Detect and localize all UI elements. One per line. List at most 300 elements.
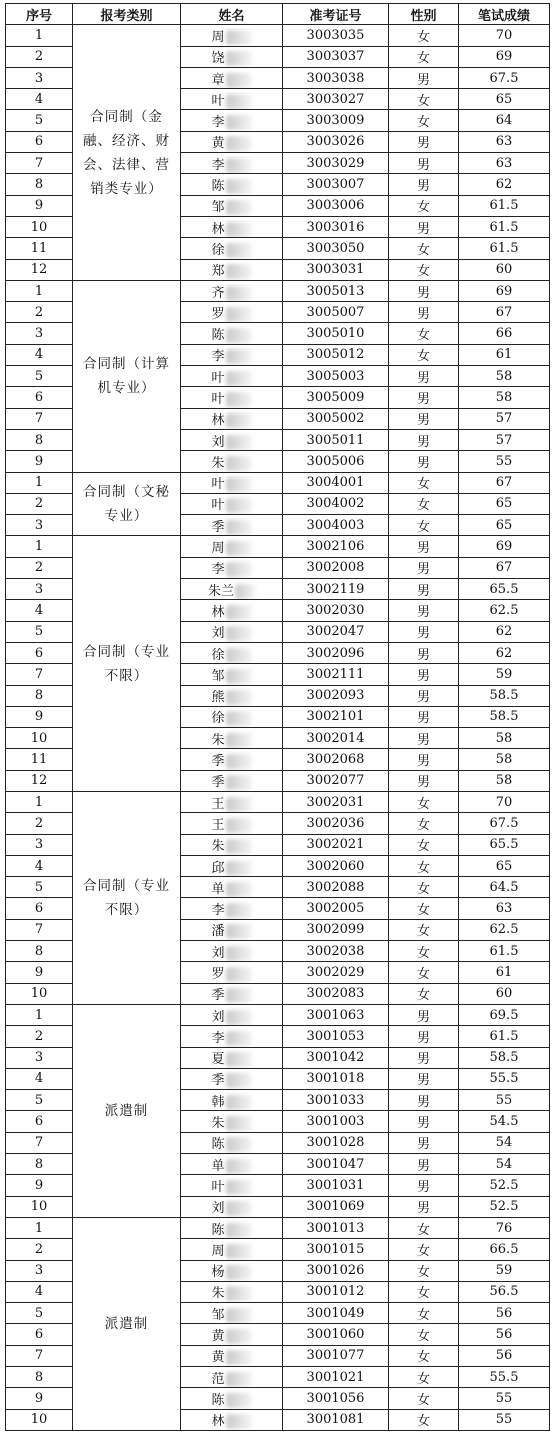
name-visible-text: 徐 <box>211 711 225 727</box>
score-cell: 67 <box>459 472 550 493</box>
name-cell <box>181 813 283 834</box>
name-visible-text: 李 <box>211 115 225 131</box>
score-cell: 61.5 <box>459 941 550 962</box>
name-value <box>211 707 251 726</box>
name-cell <box>181 579 283 600</box>
name-value <box>211 367 251 386</box>
name-visible-text: 范 <box>211 1371 225 1387</box>
name-value <box>211 793 251 812</box>
gender-cell: 女 <box>389 238 459 259</box>
exam-id-cell: 3002077 <box>283 770 389 791</box>
name-cell <box>181 962 283 983</box>
gender-cell: 女 <box>389 813 459 834</box>
gender-cell: 男 <box>389 685 459 706</box>
name-value <box>211 665 251 684</box>
table-row <box>6 1004 550 1025</box>
redaction-blur <box>226 818 252 833</box>
name-value <box>211 942 251 961</box>
score-cell: 67 <box>459 557 550 578</box>
gender-cell: 女 <box>389 515 459 536</box>
exam-id-cell: 3002031 <box>283 791 389 812</box>
name-value <box>211 409 251 428</box>
exam-id-cell: 3001021 <box>283 1367 389 1388</box>
name-cell <box>181 1154 283 1175</box>
name-value <box>211 835 251 854</box>
name-visible-text: 季 <box>211 519 225 535</box>
score-cell: 58.5 <box>459 1047 550 1068</box>
redaction-blur <box>226 1010 252 1025</box>
name-cell <box>181 1260 283 1281</box>
name-visible-text: 邹 <box>211 1307 225 1323</box>
name-value <box>211 260 251 279</box>
name-visible-text: 叶 <box>211 391 225 407</box>
score-cell: 61 <box>459 344 550 365</box>
name-visible-text: 刘 <box>211 626 225 642</box>
score-cell: 55 <box>459 451 550 472</box>
name-visible-text: 李 <box>211 1030 225 1046</box>
gender-cell: 男 <box>389 1111 459 1132</box>
gender-cell: 男 <box>389 216 459 237</box>
name-visible-text: 王 <box>211 817 225 833</box>
name-cell <box>181 621 283 642</box>
redaction-blur <box>226 222 252 237</box>
name-visible-text: 单 <box>211 881 225 897</box>
seq-cell: 7 <box>6 1132 73 1153</box>
exam-id-cell: 3002047 <box>283 621 389 642</box>
score-cell: 60 <box>459 983 550 1004</box>
gender-cell: 女 <box>389 1281 459 1302</box>
score-cell: 70 <box>459 25 550 46</box>
category-cell: 派遣制 <box>73 1004 181 1217</box>
gender-cell: 女 <box>389 89 459 110</box>
redaction-blur <box>226 179 252 194</box>
seq-cell: 7 <box>6 408 73 429</box>
name-cell <box>181 855 283 876</box>
gender-cell: 女 <box>389 110 459 131</box>
redaction-blur <box>226 605 252 620</box>
exam-id-cell: 3001015 <box>283 1239 389 1260</box>
redaction-blur <box>226 1372 252 1387</box>
score-cell: 65.5 <box>459 834 550 855</box>
name-cell <box>181 472 283 493</box>
name-visible-text: 刘 <box>211 945 225 961</box>
redaction-blur <box>226 1052 252 1067</box>
redaction-blur <box>226 1244 252 1259</box>
header-gender: 性别 <box>389 4 459 25</box>
redaction-blur <box>226 328 252 343</box>
exam-id-cell: 3005013 <box>283 280 389 301</box>
exam-id-cell: 3002111 <box>283 664 389 685</box>
gender-cell: 男 <box>389 642 459 663</box>
name-visible-text: 季 <box>211 754 225 770</box>
score-cell: 65 <box>459 493 550 514</box>
name-value <box>211 1006 251 1025</box>
category-cell: 合同制（金融、经济、财会、法律、营销类专业） <box>73 25 181 281</box>
name-visible-text: 李 <box>211 562 225 578</box>
name-visible-text: 王 <box>211 796 225 812</box>
redaction-blur <box>226 30 252 45</box>
name-visible-text: 韩 <box>211 1094 225 1110</box>
exam-id-cell: 3003007 <box>283 174 389 195</box>
gender-cell: 女 <box>389 898 459 919</box>
redaction-blur <box>226 371 252 386</box>
exam-id-cell: 3002014 <box>283 728 389 749</box>
exam-id-cell: 3002119 <box>283 579 389 600</box>
seq-cell: 5 <box>6 621 73 642</box>
exam-id-cell: 3004003 <box>283 515 389 536</box>
name-cell <box>181 1111 283 1132</box>
name-cell <box>181 941 283 962</box>
seq-cell: 8 <box>6 1367 73 1388</box>
gender-cell: 男 <box>389 451 459 472</box>
name-cell <box>181 557 283 578</box>
name-cell <box>181 429 283 450</box>
seq-cell: 3 <box>6 67 73 88</box>
redaction-blur <box>226 839 252 854</box>
gender-cell: 女 <box>389 1409 459 1430</box>
score-cell: 57 <box>459 429 550 450</box>
redaction-blur <box>226 1159 252 1174</box>
header-category: 报考类别 <box>73 4 181 25</box>
seq-cell: 12 <box>6 770 73 791</box>
seq-cell: 7 <box>6 664 73 685</box>
exam-id-cell: 3002060 <box>283 855 389 876</box>
name-cell <box>181 25 283 46</box>
redaction-blur <box>226 988 252 1003</box>
redaction-blur <box>226 1031 252 1046</box>
redaction-blur <box>226 1393 252 1408</box>
name-cell <box>181 600 283 621</box>
score-table <box>5 3 550 1431</box>
gender-cell: 男 <box>389 1047 459 1068</box>
redaction-blur <box>226 435 252 450</box>
name-value <box>211 622 251 641</box>
exam-id-cell: 3002088 <box>283 877 389 898</box>
table-row <box>6 536 550 557</box>
name-visible-text: 陈 <box>211 1137 225 1153</box>
redaction-blur <box>226 775 252 790</box>
name-value <box>211 1069 251 1088</box>
name-visible-text: 季 <box>211 775 225 791</box>
exam-id-cell: 3001013 <box>283 1217 389 1238</box>
redaction-blur <box>226 1329 252 1344</box>
gender-cell: 女 <box>389 195 459 216</box>
score-cell: 65.5 <box>459 579 550 600</box>
name-visible-text: 黄 <box>211 1329 225 1345</box>
redaction-blur <box>226 115 252 130</box>
name-cell <box>181 366 283 387</box>
name-value <box>211 920 251 939</box>
name-value <box>211 494 251 513</box>
gender-cell: 男 <box>389 67 459 88</box>
name-visible-text: 刘 <box>211 434 225 450</box>
score-cell: 65 <box>459 515 550 536</box>
score-cell: 65 <box>459 855 550 876</box>
score-cell: 57 <box>459 408 550 429</box>
exam-id-cell: 3003031 <box>283 259 389 280</box>
name-cell <box>181 1004 283 1025</box>
score-cell: 58.5 <box>459 685 550 706</box>
name-value <box>211 132 251 151</box>
gender-cell: 女 <box>389 919 459 940</box>
name-cell <box>181 153 283 174</box>
exam-id-cell: 3002005 <box>283 898 389 919</box>
seq-cell: 8 <box>6 1154 73 1175</box>
exam-id-cell: 3004002 <box>283 493 389 514</box>
name-cell <box>181 1303 283 1324</box>
gender-cell: 女 <box>389 259 459 280</box>
name-visible-text: 陈 <box>211 328 225 344</box>
score-cell: 61.5 <box>459 216 550 237</box>
score-cell: 56.5 <box>459 1281 550 1302</box>
name-cell <box>181 1196 283 1217</box>
score-cell: 58 <box>459 387 550 408</box>
exam-id-cell: 3005010 <box>283 323 389 344</box>
seq-cell: 4 <box>6 1281 73 1302</box>
name-visible-text: 陈 <box>211 1392 225 1408</box>
name-cell <box>181 749 283 770</box>
name-cell <box>181 323 283 344</box>
name-value <box>211 452 251 471</box>
name-cell <box>181 791 283 812</box>
name-visible-text: 杨 <box>211 1265 225 1281</box>
redaction-blur <box>226 200 252 215</box>
seq-cell: 5 <box>6 366 73 387</box>
gender-cell: 女 <box>389 344 459 365</box>
seq-cell: 5 <box>6 877 73 898</box>
name-value <box>211 388 251 407</box>
seq-cell: 1 <box>6 472 73 493</box>
seq-cell: 9 <box>6 195 73 216</box>
seq-cell: 12 <box>6 259 73 280</box>
name-visible-text: 林 <box>211 221 225 237</box>
name-visible-text: 罗 <box>211 306 225 322</box>
name-visible-text: 陈 <box>211 1222 225 1238</box>
redaction-blur <box>226 1116 252 1131</box>
name-cell <box>181 1090 283 1111</box>
header-seq: 序号 <box>6 4 73 25</box>
gender-cell: 女 <box>389 877 459 898</box>
gender-cell: 男 <box>389 1196 459 1217</box>
name-value <box>211 175 251 194</box>
exam-id-cell: 3001081 <box>283 1409 389 1430</box>
name-visible-text: 朱 <box>211 1286 225 1302</box>
redaction-blur <box>226 1223 252 1238</box>
gender-cell: 男 <box>389 153 459 174</box>
score-cell: 56 <box>459 1345 550 1366</box>
name-visible-text: 叶 <box>211 477 225 493</box>
name-visible-text: 朱 <box>211 732 225 748</box>
name-visible-text: 陈 <box>211 179 225 195</box>
name-cell <box>181 834 283 855</box>
exam-id-cell: 3001069 <box>283 1196 389 1217</box>
seq-cell: 4 <box>6 89 73 110</box>
exam-id-cell: 3003006 <box>283 195 389 216</box>
score-cell: 58 <box>459 366 550 387</box>
name-cell <box>181 1388 283 1409</box>
score-cell: 69 <box>459 536 550 557</box>
exam-id-cell: 3002036 <box>283 813 389 834</box>
redaction-blur <box>226 903 252 918</box>
name-value <box>211 26 251 45</box>
name-value <box>211 282 251 301</box>
name-visible-text: 林 <box>211 1414 225 1430</box>
score-cell: 67.5 <box>459 813 550 834</box>
name-cell <box>181 1281 283 1302</box>
gender-cell: 女 <box>389 791 459 812</box>
redaction-blur <box>226 1180 252 1195</box>
category-cell: 合同制（专业不限） <box>73 536 181 792</box>
score-cell: 60 <box>459 259 550 280</box>
name-cell <box>181 131 283 152</box>
gender-cell: 男 <box>389 302 459 323</box>
gender-cell: 女 <box>389 855 459 876</box>
redaction-blur <box>226 1201 252 1216</box>
name-value <box>211 537 251 556</box>
name-value <box>211 324 251 343</box>
exam-id-cell: 3002021 <box>283 834 389 855</box>
redaction-blur <box>226 1095 252 1110</box>
redaction-blur <box>226 520 252 535</box>
score-cell: 54 <box>459 1132 550 1153</box>
name-value <box>211 644 251 663</box>
exam-id-cell: 3005006 <box>283 451 389 472</box>
name-visible-text: 叶 <box>211 370 225 386</box>
redaction-blur <box>226 562 252 577</box>
name-cell <box>181 642 283 663</box>
name-value <box>211 984 251 1003</box>
seq-cell: 3 <box>6 834 73 855</box>
seq-cell: 9 <box>6 706 73 727</box>
name-value <box>211 857 251 876</box>
exam-id-cell: 3001056 <box>283 1388 389 1409</box>
name-value <box>211 516 251 535</box>
score-cell: 65 <box>459 89 550 110</box>
redaction-blur <box>226 413 252 428</box>
seq-cell: 2 <box>6 1026 73 1047</box>
score-cell: 76 <box>459 1217 550 1238</box>
score-cell: 61.5 <box>459 195 550 216</box>
score-cell: 64.5 <box>459 877 550 898</box>
name-value <box>211 69 251 88</box>
seq-cell: 4 <box>6 1068 73 1089</box>
name-value <box>211 878 251 897</box>
name-value <box>211 1282 251 1301</box>
name-value <box>211 1197 251 1216</box>
name-value <box>211 154 251 173</box>
score-cell: 62 <box>459 642 550 663</box>
header-score: 笔试成绩 <box>459 4 550 25</box>
name-cell <box>181 1217 283 1238</box>
name-value <box>211 771 251 790</box>
name-visible-text: 朱兰 <box>207 583 234 599</box>
exam-id-cell: 3003016 <box>283 216 389 237</box>
score-cell: 66.5 <box>459 1239 550 1260</box>
redaction-blur <box>226 967 252 982</box>
name-value <box>211 1155 251 1174</box>
name-cell <box>181 408 283 429</box>
gender-cell: 女 <box>389 941 459 962</box>
exam-id-cell: 3005007 <box>283 302 389 323</box>
gender-cell: 男 <box>389 429 459 450</box>
name-value <box>211 196 251 215</box>
exam-id-cell: 3005002 <box>283 408 389 429</box>
seq-cell: 5 <box>6 110 73 131</box>
exam-id-cell: 3001063 <box>283 1004 389 1025</box>
name-cell <box>181 706 283 727</box>
name-value <box>211 1325 251 1344</box>
name-cell <box>181 1175 283 1196</box>
score-cell: 54 <box>459 1154 550 1175</box>
exam-id-cell: 3003050 <box>283 238 389 259</box>
redaction-blur <box>226 264 252 279</box>
name-value <box>211 558 251 577</box>
seq-cell: 8 <box>6 685 73 706</box>
seq-cell: 10 <box>6 216 73 237</box>
gender-cell: 男 <box>389 536 459 557</box>
name-visible-text: 李 <box>211 349 225 365</box>
score-cell: 52.5 <box>459 1175 550 1196</box>
seq-cell: 3 <box>6 1260 73 1281</box>
name-value <box>211 239 251 258</box>
redaction-blur <box>226 1308 252 1323</box>
gender-cell: 女 <box>389 1324 459 1345</box>
exam-id-cell: 3001047 <box>283 1154 389 1175</box>
name-visible-text: 潘 <box>211 924 225 940</box>
exam-id-cell: 3001018 <box>283 1068 389 1089</box>
seq-cell: 4 <box>6 344 73 365</box>
seq-cell: 7 <box>6 919 73 940</box>
gender-cell: 女 <box>389 1239 459 1260</box>
gender-cell: 男 <box>389 728 459 749</box>
score-cell: 58 <box>459 728 550 749</box>
name-cell <box>181 1068 283 1089</box>
name-value <box>211 729 251 748</box>
exam-id-cell: 3002096 <box>283 642 389 663</box>
seq-cell: 9 <box>6 451 73 472</box>
name-visible-text: 刘 <box>211 1201 225 1217</box>
name-value <box>211 1112 251 1131</box>
seq-cell: 6 <box>6 1111 73 1132</box>
exam-id-cell: 3003035 <box>283 25 389 46</box>
gender-cell: 女 <box>389 834 459 855</box>
name-visible-text: 齐 <box>211 285 225 301</box>
exam-id-cell: 3001060 <box>283 1324 389 1345</box>
name-visible-text: 熊 <box>211 690 225 706</box>
name-value <box>211 750 251 769</box>
gender-cell: 男 <box>389 366 459 387</box>
exam-id-cell: 3002106 <box>283 536 389 557</box>
redaction-blur <box>226 392 252 407</box>
seq-cell: 3 <box>6 579 73 600</box>
exam-id-cell: 3002093 <box>283 685 389 706</box>
name-value <box>211 90 251 109</box>
name-visible-text: 夏 <box>211 1052 225 1068</box>
redaction-blur <box>226 541 252 556</box>
seq-cell: 3 <box>6 323 73 344</box>
gender-cell: 男 <box>389 280 459 301</box>
seq-cell: 3 <box>6 1047 73 1068</box>
score-cell: 67.5 <box>459 67 550 88</box>
seq-cell: 11 <box>6 749 73 770</box>
exam-id-cell: 3002038 <box>283 941 389 962</box>
name-value <box>211 1240 251 1259</box>
name-cell <box>181 46 283 67</box>
exam-id-cell: 3001053 <box>283 1026 389 1047</box>
redaction-blur <box>226 1286 252 1301</box>
gender-cell: 男 <box>389 1132 459 1153</box>
name-value <box>211 1346 251 1365</box>
